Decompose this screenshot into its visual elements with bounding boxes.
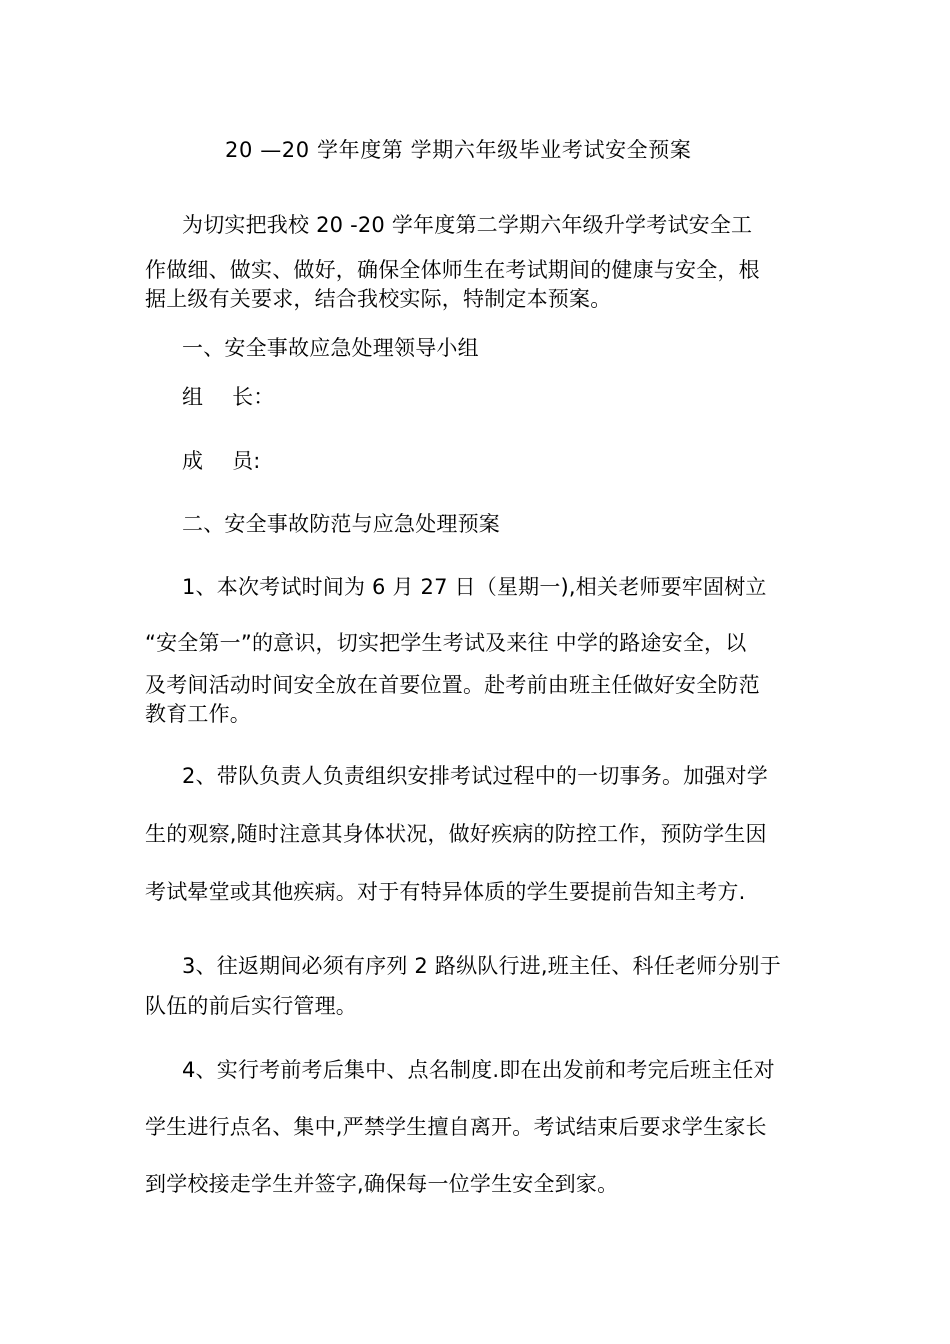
item-1-line-4: 教育工作。: [145, 702, 251, 726]
item-4-line-3: 到学校接走学生并签字,确保每一位学生安全到家。: [145, 1172, 619, 1196]
paragraph-intro-line-3: 据上级有关要求，结合我校实际，特制定本预案。: [145, 287, 612, 311]
item-1-line-2: “安全第一”的意识，切实把学生考试及来往 中学的路途安全，以: [145, 631, 747, 655]
document-title: 20 —20 学年度第 学期六年级毕业考试安全预案: [225, 138, 692, 162]
section-heading-2: 二、安全事故防范与应急处理预案: [182, 512, 500, 536]
item-2-line-2: 生的观察,随时注意其身体状况，做好疾病的防控工作，预防学生因: [145, 822, 767, 846]
paragraph-intro-line-2: 作做细、做实、做好，确保全体师生在考试期间的健康与安全，根: [145, 258, 760, 282]
item-4-line-1: 4、实行考前考后集中、点名制度.即在出发前和考完后班主任对: [182, 1058, 775, 1082]
item-3-line-1: 3、往返期间必须有序列 2 路纵队行进,班主任、科任老师分别于: [182, 954, 781, 978]
item-1-line-3: 及考间活动时间安全放在首要位置。赴考前由班主任做好安全防范: [145, 673, 760, 697]
item-1-line-1: 1、本次考试时间为 6 月 27 日（星期一),相关老师要牢固树立: [182, 575, 767, 599]
item-2-line-1: 2、带队负责人负责组织安排考试过程中的一切事务。加强对学: [182, 764, 768, 788]
paragraph-intro-line-1: 为切实把我校 20 -20 学年度第二学期六年级升学考试安全工: [182, 213, 753, 237]
group-leader-label: 组 长：: [182, 385, 275, 409]
item-4-line-2: 学生进行点名、集中,严禁学生擅自离开。考试结束后要求学生家长: [145, 1115, 767, 1139]
group-members-label: 成 员:: [182, 449, 261, 473]
item-3-line-2: 队伍的前后实行管理。: [145, 994, 357, 1018]
section-heading-1: 一、安全事故应急处理领导小组: [182, 336, 479, 360]
item-2-line-3: 考试晕堂或其他疾病。对于有特异体质的学生要提前告知主考方.: [145, 880, 746, 904]
